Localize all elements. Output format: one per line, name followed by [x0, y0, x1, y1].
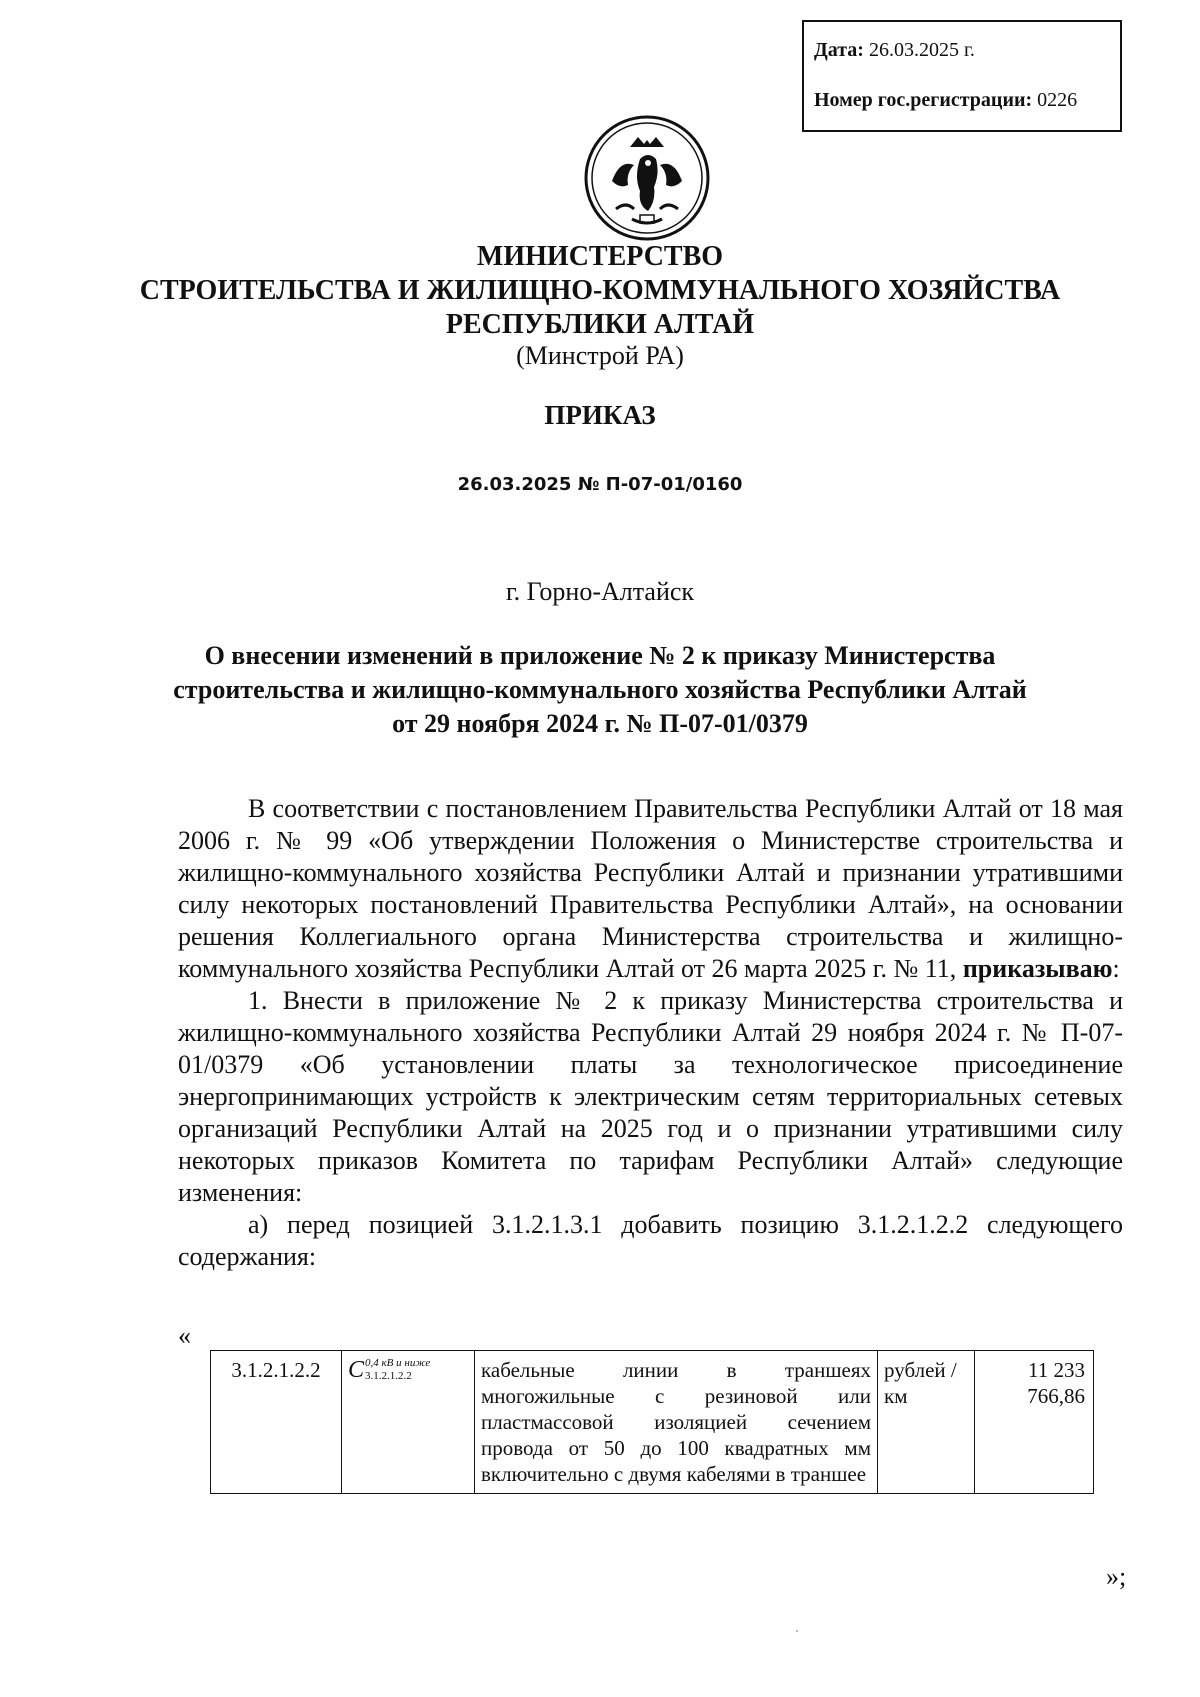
registration-number-label: Номер гос.регистрации:: [814, 89, 1033, 111]
document-city: г. Горно-Алтайск: [505, 577, 695, 606]
coat-of-arms-emblem: [582, 113, 712, 243]
ministry-title-line2: СТРОИТЕЛЬСТВА И ЖИЛИЩНО-КОММУНАЛЬНОГО ХОЗЯЙСТВА: [139, 275, 1061, 306]
document-type: ПРИКАЗ: [544, 400, 656, 430]
body-paragraph-preamble: [178, 793, 1123, 985]
ministry-title-line1: МИНИСТЕРСТВО: [476, 241, 724, 272]
subject-line3: от 29 ноября 2024 г. № П-07-01/0379: [392, 709, 808, 738]
registration-number-line: [814, 88, 1110, 112]
subject-line1: О внесении изменений в приложение № 2 к приказу Министерства: [204, 641, 996, 670]
registration-number-value: 0226: [1037, 89, 1078, 111]
body-paragraph-item-a: а) перед позицией 3.1.2.1.3.1 добавить позицию 3.1.2.1.2.2 следующего содержания:: [178, 1210, 1123, 1271]
table-row: [211, 1351, 1094, 1494]
preamble-order-word: приказываю: [962, 954, 1113, 983]
body-paragraph-item1: 1. Внести в приложение № 2 к приказу Министерства строительства и жилищно-коммунального хозяйства Республики Алтай 29 ноября 2024 г. № П-07-01/0379 «Об установлении платы за технологическое присоединение энергопринимающих устройств к электрическим сетям территориальных сетевых организаций Республики Алтай на 2025 год и о признании утратившими силу некоторых приказов Комитета по тарифам Республики Алтай» следующие изменения:: [178, 986, 1123, 1207]
position-unit-cell: рублей /км: [878, 1351, 975, 1494]
position-symbol-cell: [342, 1351, 475, 1494]
symbol-subscript: 3.1.2.1.2.2: [365, 1370, 412, 1382]
document-number: 26.03.2025 № П-07-01/0160: [457, 474, 743, 495]
scan-speck: [796, 1630, 798, 1632]
registration-date-line: [814, 38, 1110, 62]
quote-open-mark: «: [178, 1321, 191, 1350]
position-description-cell: кабельные линии в траншеях многожильные с резиновой или пластмассовой изоляцией сечением провода от 50 до 100 квадратных мм включительно с двумя кабелями в траншее: [475, 1351, 878, 1494]
preamble-text: В соответствии с постановлением Правительства Республики Алтай от 18 мая 2006 г. № 99 «Об утверждении Положения о Министерстве строительства и жилищно-коммунального хозяйства Республики Алтай и признании утратившими силу некоторых постановлений Правительства Республики Алтай», на основании решения Коллегиального органа Министерства строительства и жилищно-коммунального хозяйства Республики Алтай от 26 марта 2025 г. № 11,: [178, 794, 1123, 983]
registration-date-value: 26.03.2025 г.: [868, 39, 975, 61]
symbol-base: C: [348, 1357, 365, 1383]
document-body: [178, 793, 1123, 1273]
ministry-short-name: (Минстрой РА): [516, 341, 684, 370]
subject-line2: строительства и жилищно-коммунального хозяйства Республики Алтай: [173, 675, 1027, 704]
position-value-cell: 11 233 766,86: [975, 1351, 1094, 1494]
ministry-title-line3: РЕСПУБЛИКИ АЛТАЙ: [445, 309, 755, 340]
quote-close-mark: »;: [1106, 1562, 1127, 1591]
symbol-superscript: 0,4 кВ и ниже: [365, 1357, 431, 1369]
ministry-title: [120, 240, 1080, 342]
position-table: [210, 1350, 1094, 1494]
preamble-colon: :: [1112, 954, 1120, 983]
registration-stamp: [802, 20, 1122, 132]
document-subject: [150, 639, 1050, 741]
position-code-cell: 3.1.2.1.2.2: [211, 1351, 342, 1494]
registration-date-label: Дата:: [814, 39, 864, 61]
